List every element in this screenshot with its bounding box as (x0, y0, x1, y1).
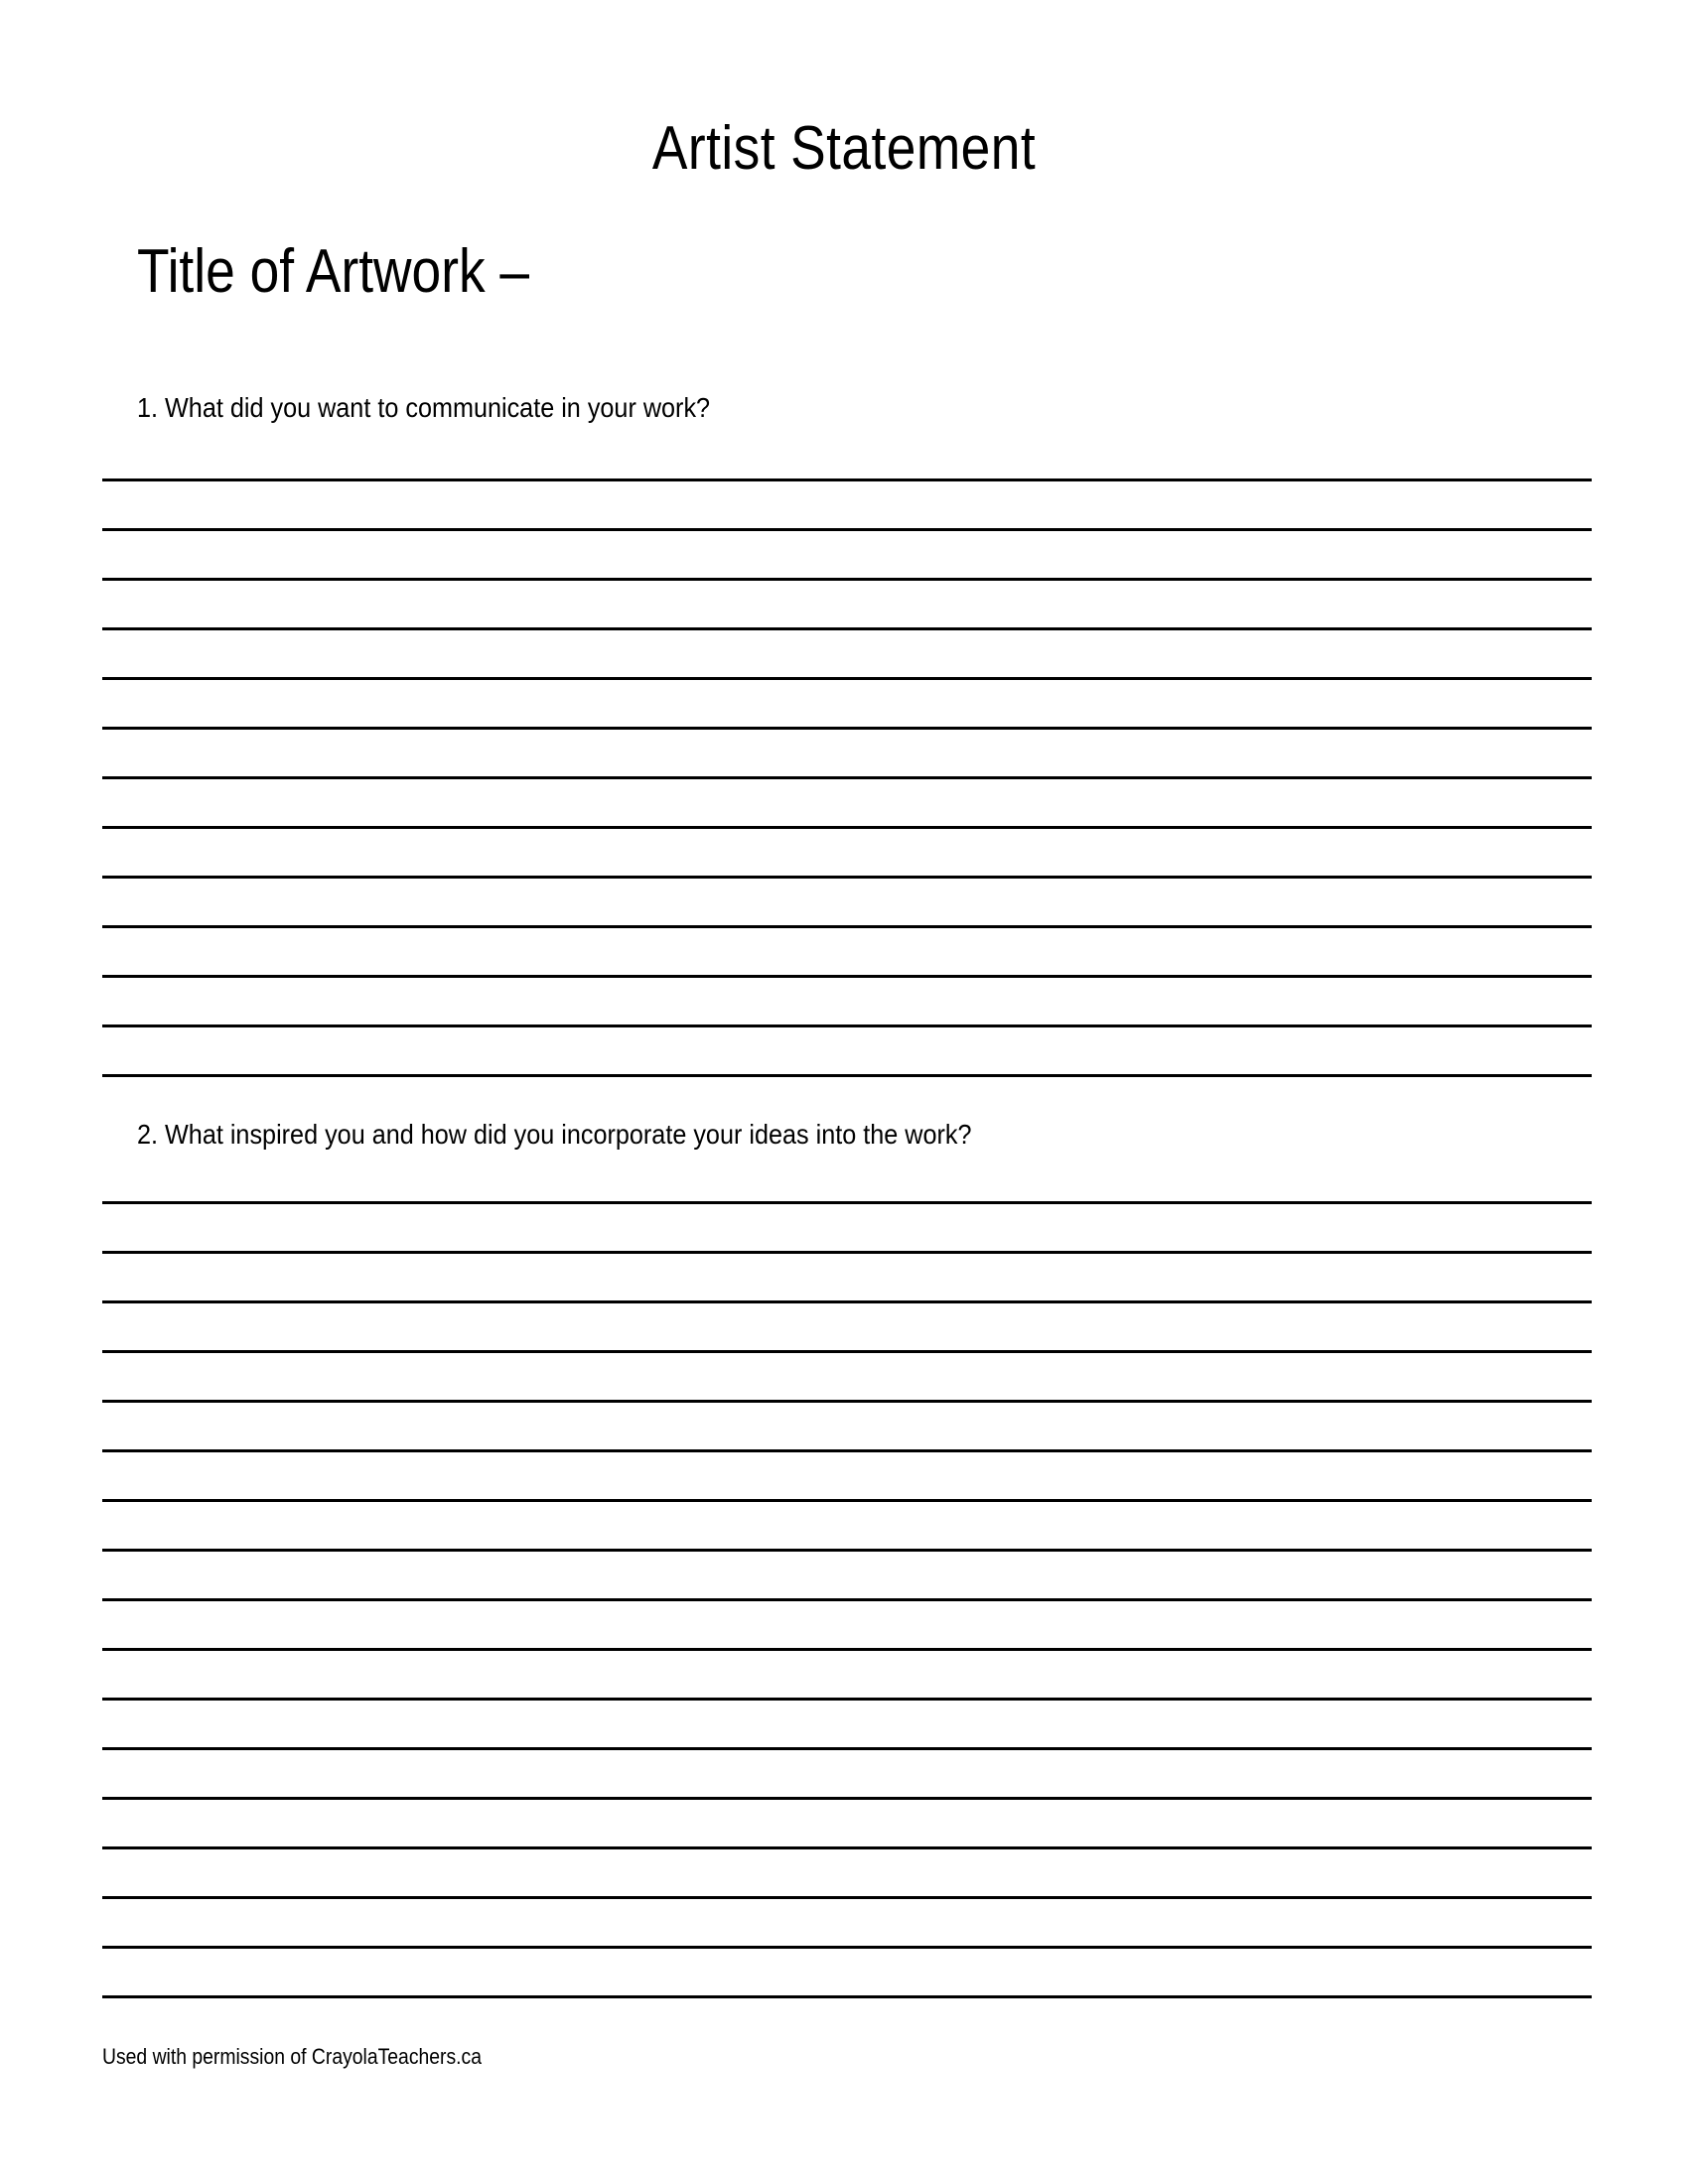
answer-line[interactable] (102, 1024, 1592, 1027)
answer-line[interactable] (102, 1747, 1592, 1750)
answer-line[interactable] (102, 1846, 1592, 1849)
answer-line[interactable] (102, 1648, 1592, 1651)
answer-line[interactable] (102, 1698, 1592, 1701)
answer-line[interactable] (102, 727, 1592, 730)
answer-line[interactable] (102, 627, 1592, 630)
question-2: 2. What inspired you and how did you incorporate your ideas into the work? (137, 1119, 972, 1150)
answer-line[interactable] (102, 1797, 1592, 1800)
answer-line[interactable] (102, 826, 1592, 829)
artwork-title-label: Title of Artwork – (137, 237, 530, 306)
answer-line[interactable] (102, 776, 1592, 779)
answer-lines-1[interactable] (102, 478, 1592, 1124)
answer-line[interactable] (102, 1074, 1592, 1077)
answer-line[interactable] (102, 1300, 1592, 1303)
answer-line[interactable] (102, 975, 1592, 978)
answer-lines-2[interactable] (102, 1201, 1592, 2045)
footer-credit: Used with permission of CrayolaTeachers.ca (102, 2044, 482, 2069)
answer-line[interactable] (102, 876, 1592, 879)
answer-line[interactable] (102, 1201, 1592, 1204)
question-1: 1. What did you want to communicate in your work? (137, 392, 711, 423)
answer-line[interactable] (102, 1251, 1592, 1254)
answer-line[interactable] (102, 1400, 1592, 1403)
answer-line[interactable] (102, 677, 1592, 680)
answer-line[interactable] (102, 925, 1592, 928)
answer-line[interactable] (102, 528, 1592, 531)
answer-line[interactable] (102, 1896, 1592, 1899)
answer-line[interactable] (102, 1946, 1592, 1949)
answer-line[interactable] (102, 1350, 1592, 1353)
answer-line[interactable] (102, 578, 1592, 581)
answer-line[interactable] (102, 1598, 1592, 1601)
answer-line[interactable] (102, 1449, 1592, 1452)
answer-line[interactable] (102, 1549, 1592, 1552)
answer-line[interactable] (102, 1499, 1592, 1502)
answer-line[interactable] (102, 478, 1592, 481)
answer-line[interactable] (102, 1995, 1592, 1998)
page-title: Artist Statement (651, 114, 1037, 183)
